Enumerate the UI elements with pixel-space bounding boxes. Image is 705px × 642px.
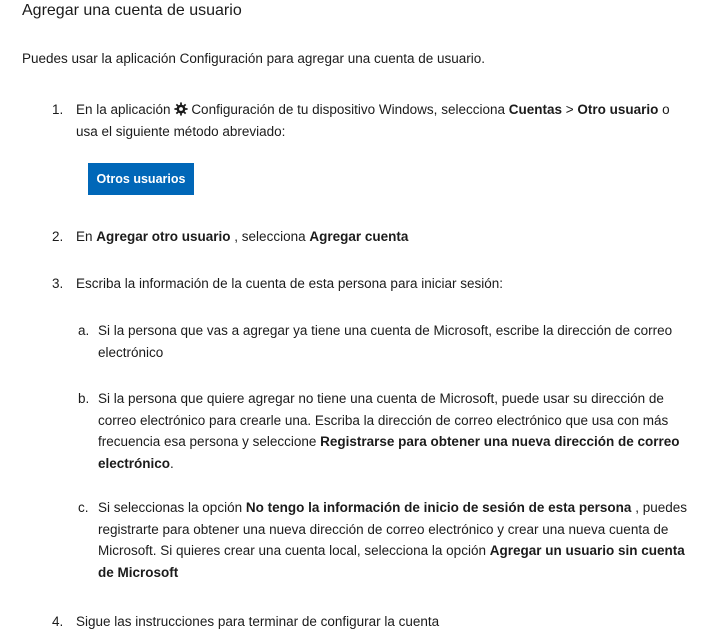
step-4 [52,611,692,633]
substep-letter: a. [78,323,90,338]
step-3 [52,273,692,295]
step-text: En Agregar otro usuario , selecciona Agregar cuenta [76,229,409,244]
step-number: 4. [52,614,64,629]
substep-text: Si seleccionas la opción No tengo la información de inicio de sesión de esta persona , puedes registrarte para obtener una nueva dirección de correo electrónico y crear una nueva cuenta de Microsoft. Si quieres crear una cuenta local, selecciona la opción Agregar un usuario sin cuenta de Microsoft [98,500,687,580]
step-text: Escriba la información de la cuenta de esta persona para iniciar sesión: [76,276,503,291]
step-1 [52,99,692,143]
step-number: 3. [52,276,64,291]
substep-text: Si la persona que quiere agregar no tiene una cuenta de Microsoft, puede usar su dirección de correo electrónico para crearle una. Escriba la dirección de correo electrónico que usa con más frecuencia esa persona y seleccione Registrarse para obtener una nueva dirección de correo electrónico. [98,391,680,471]
page-title: Agregar una cuenta de usuario [22,2,242,19]
step-text: Sigue las instrucciones para terminar de configurar la cuenta [76,614,440,629]
substep-letter: c. [78,500,89,515]
gear-icon [174,102,188,116]
intro-text: Puedes usar la aplicación Configuración para agregar una cuenta de usuario. [22,51,486,66]
otros-usuarios-button[interactable]: Otros usuarios [88,163,194,195]
link-otro-usuario: Otro usuario [577,102,659,117]
substep-c [78,497,690,583]
step-text: En la aplicación Configuración de tu dispositivo Windows, selecciona Cuentas > Otro usuario o usa el siguiente método abreviado: [76,102,670,139]
substep-letter: b. [78,391,90,406]
step-number: 2. [52,229,64,244]
substep-a [78,320,690,363]
step-number: 1. [52,102,64,117]
substep-text: Si la persona que vas a agregar ya tiene una cuenta de Microsoft, escribe la dirección de correo electrónico [98,323,673,360]
step-2 [52,226,692,248]
link-cuentas: Cuentas [508,102,562,117]
substep-b [78,388,690,474]
